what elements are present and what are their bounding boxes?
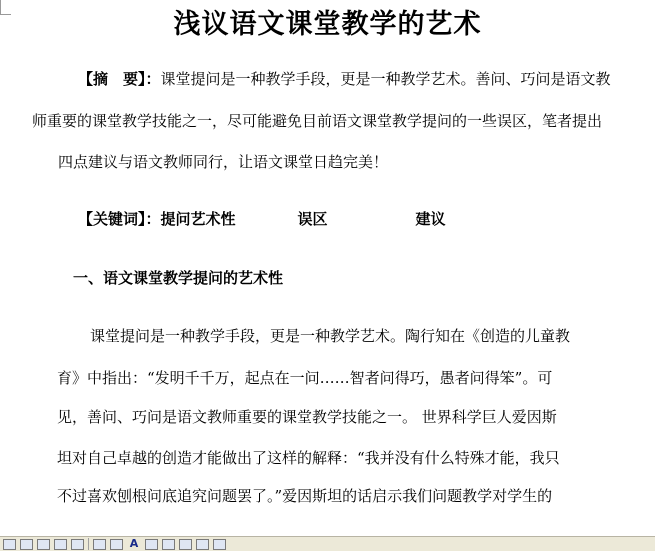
page-icon[interactable] <box>3 539 16 550</box>
box-icon[interactable] <box>196 539 209 550</box>
document-icon[interactable] <box>37 539 50 550</box>
body-line-2: 育》中指出：“发明千千万，起点在一问……智者问得巧，愚者问得笨”。可 <box>57 369 553 387</box>
picture-icon[interactable] <box>71 539 84 550</box>
lines-icon[interactable] <box>162 539 175 550</box>
image-icon[interactable] <box>20 539 33 550</box>
document-title: 浅议语文课堂教学的艺术 <box>173 9 482 40</box>
abstract-line-3: 四点建议与语文教师同行，让语文课堂日趋完美！ <box>58 153 389 171</box>
keyword-2: 误区 <box>297 210 328 228</box>
body-line-1: 课堂提问是一种教学手段，更是一种教学艺术。陶行知在《创造的儿童教 <box>90 327 571 345</box>
toolbar-separator <box>88 538 89 550</box>
body-line-5: 不过喜欢刨根问底追究问题罢了。”爱因斯坦的话启示我们问题教学对学生的 <box>57 487 553 505</box>
keywords-line <box>78 210 446 228</box>
keyword-1: 提问艺术性 <box>160 210 236 228</box>
abstract-line-1 <box>78 70 611 88</box>
abstract-line-2: 师重要的课堂教学技能之一，尽可能避免目前语文课堂教学提问的一些误区，笔者提出 <box>32 112 603 130</box>
pen-icon[interactable] <box>110 539 123 550</box>
paint-icon[interactable] <box>93 539 106 550</box>
arrow-icon[interactable] <box>179 539 192 550</box>
keyword-3: 建议 <box>415 210 446 228</box>
chart-icon[interactable] <box>54 539 67 550</box>
shape-icon[interactable] <box>213 539 226 550</box>
abstract-label: 【摘 要】： <box>78 70 161 88</box>
body-line-3: 见，善问、巧问是语文教师重要的课堂教学技能之一。 世界科学巨人爱因斯 <box>57 408 557 426</box>
section-heading: 一、语文课堂教学提问的艺术性 <box>73 269 284 287</box>
keywords-label: 【关键词】： <box>78 210 161 228</box>
drawing-toolbar <box>0 536 655 551</box>
align-icon[interactable] <box>145 539 158 550</box>
font-color-icon[interactable]: A <box>129 536 139 550</box>
body-line-4: 坦对自己卓越的创造才能做出了这样的解释：“我并没有什么特殊才能，我只 <box>57 449 560 467</box>
abstract-text-1: 课堂提问是一种教学手段，更是一种教学艺术。善问、巧问是语文教 <box>160 70 611 88</box>
